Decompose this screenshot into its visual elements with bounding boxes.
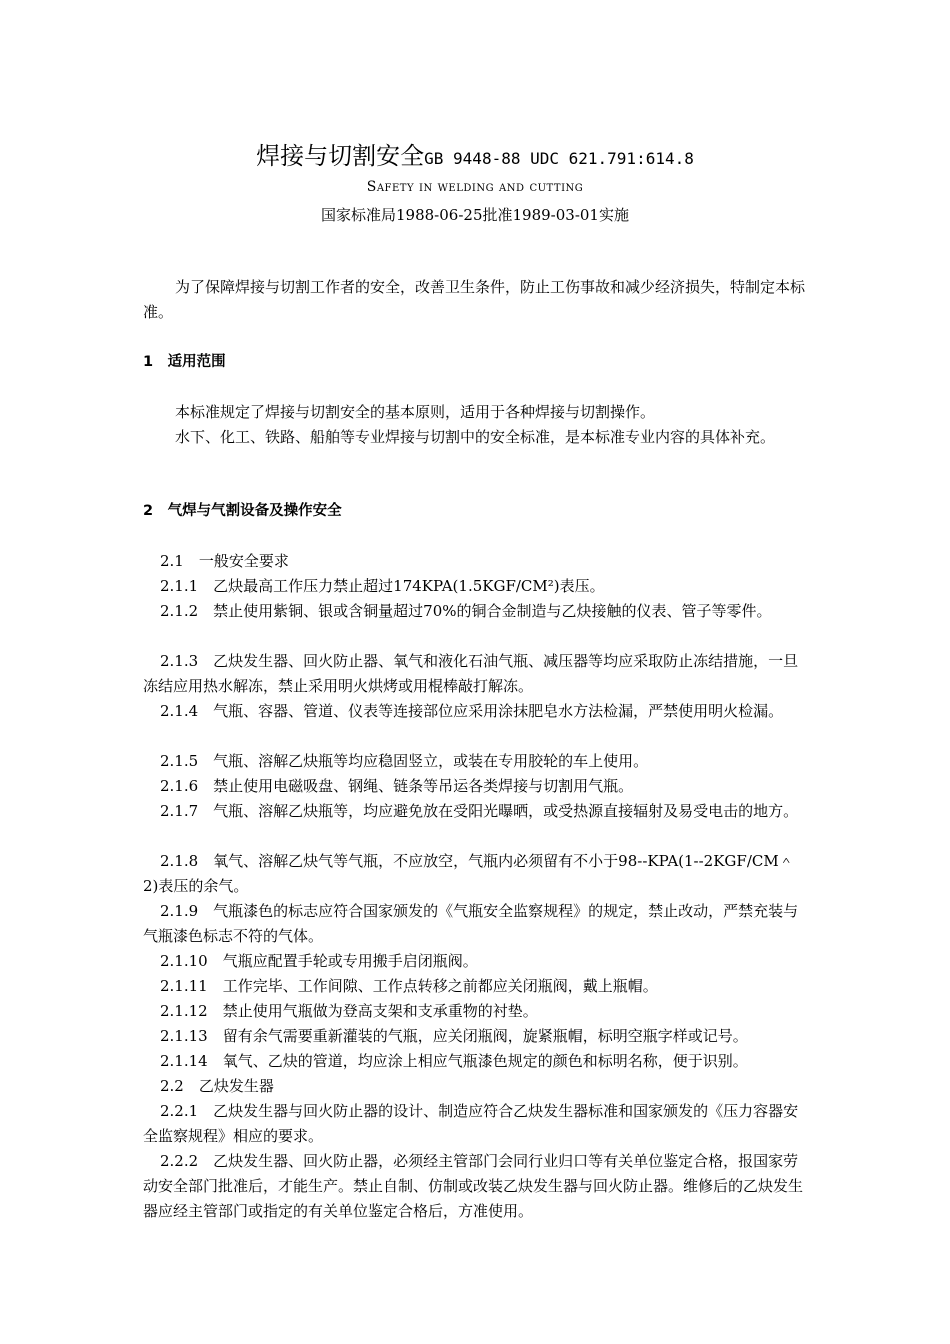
clause-2-1-13: 2.1.13 留有余气需要重新灌装的气瓶，应关闭瓶阀，旋紧瓶帽，标明空瓶字样或记号。 [160, 1027, 748, 1045]
approval-info: 国家标准局1988-06-25批准1989-03-01实施 [321, 206, 629, 224]
english-subtitle: Safety in welding and cutting [366, 179, 584, 195]
clause-2-1-6: 2.1.6 禁止使用电磁吸盘、钢绳、链条等吊运各类焊接与切割用气瓶。 [160, 777, 634, 795]
clause-2-2: 2.2 乙炔发生器 [160, 1077, 274, 1095]
clause-2-1-12: 2.1.12 禁止使用气瓶做为登高支架和支承重物的衬垫。 [160, 1002, 538, 1020]
intro-paragraph: 为了保障焊接与切割工作者的安全，改善卫生条件，防止工伤事故和减少经济损失，特制定本标准。 [143, 278, 806, 321]
clause-2-1-1: 2.1.1 乙炔最高工作压力禁止超过174KPA(1.5KGF/CM²)表压。 [160, 577, 605, 595]
clause-2-1-3: 2.1.3 乙炔发生器、回火防止器、氧气和液化石油气瓶、减压器等均应采取防止冻结措施，一旦冻结应用热水解冻，禁止采用明火烘烤或用棍棒敲打解冻。 [143, 652, 799, 695]
standard-code: GB 9448-88 UDC 621.791:614.8 [424, 149, 694, 168]
clause-2-1-14: 2.1.14 氧气、乙炔的管道，均应涂上相应气瓶漆色规定的颜色和标明名称，便于识别。 [160, 1052, 748, 1070]
section-2-heading: 2 气焊与气割设备及操作安全 [143, 503, 342, 519]
clause-2-1-11: 2.1.11 工作完毕、工作间隙、工作点转移之前都应关闭瓶阀，戴上瓶帽。 [160, 977, 658, 995]
clause-2-1-4: 2.1.4 气瓶、容器、管道、仪表等连接部位应采用涂抹肥皂水方法检漏，严禁使用明火检漏。 [160, 702, 784, 720]
clause-2-2-1: 2.2.1 乙炔发生器与回火防止器的设计、制造应符合乙炔发生器标准和国家颁发的《压力容器安全监察规程》相应的要求。 [143, 1102, 799, 1145]
clause-2-2-2: 2.2.2 乙炔发生器、回火防止器，必须经主管部门会同行业归口等有关单位鉴定合格，报国家劳动安全部门批准后，才能生产。禁止自制、仿制或改装乙炔发生器与回火防止器。维修后的乙炔发生器应经主管部门或指定的有关单位鉴定合格后，方准使用。 [143, 1152, 804, 1220]
title-text: 焊接与切割安全 [256, 142, 425, 170]
clause-2-1: 2.1 一般安全要求 [160, 552, 289, 570]
clause-2-1-9: 2.1.9 气瓶漆色的标志应符合国家颁发的《气瓶安全监察规程》的规定，禁止改动，严禁充装与气瓶漆色标志不符的气体。 [143, 902, 799, 945]
clause-2-1-10: 2.1.10 气瓶应配置手轮或专用搬手启闭瓶阀。 [160, 952, 478, 970]
clause-2-1-5: 2.1.5 气瓶、溶解乙炔瓶等均应稳固竖立，或装在专用胶轮的车上使用。 [160, 752, 649, 770]
clause-2-1-8: 2.1.8 氧气、溶解乙炔气等气瓶，不应放空，气瓶内必须留有不小于98--KPA(1--2KGF/CM＾2)表压的余气。 [143, 852, 794, 895]
section-1-heading: 1 适用范围 [143, 354, 226, 370]
clause-2-1-7: 2.1.7 气瓶、溶解乙炔瓶等，均应避免放在受阳光曝晒，或受热源直接辐射及易受电击的地方。 [160, 802, 799, 820]
section-1-paragraph: 本标准规定了焊接与切割安全的基本原则，适用于各种焊接与切割操作。 [175, 403, 656, 421]
document-title [0, 136, 950, 171]
section-1-paragraph: 水下、化工、铁路、船舶等专业焊接与切割中的安全标准，是本标准专业内容的具体补充。 [175, 428, 776, 446]
clause-2-1-2: 2.1.2 禁止使用紫铜、银或含铜量超过70%的铜合金制造与乙炔接触的仪表、管子等零件。 [160, 602, 772, 620]
